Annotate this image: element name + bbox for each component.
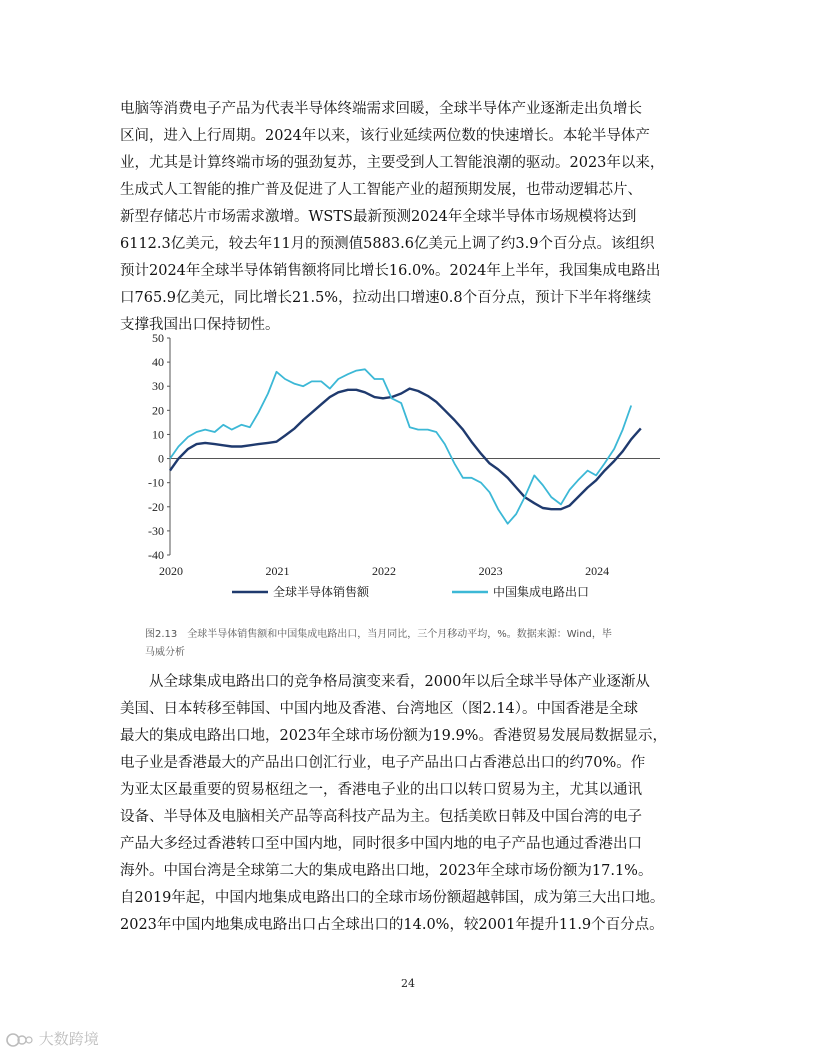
- y-tick-label: 0: [158, 451, 164, 466]
- text-line: 支撑我国出口保持韧性。: [120, 317, 280, 333]
- watermark: [6, 1028, 99, 1049]
- watermark-text: 大数跨境: [38, 1030, 99, 1048]
- text-line: 从全球集成电路出口的竞争格局演变来看，2000年以后全球半导体产业逐渐从: [120, 674, 650, 690]
- figure-caption: [145, 626, 715, 662]
- text-line: 美国、日本转移至韩国、中国内地及香港、台湾地区（图2.14）。中国香港是全球: [120, 701, 639, 717]
- series-line-sales: [170, 389, 641, 510]
- caption-line: 图2.13 全球半导体销售额和中国集成电路出口，当月同比，三个月移动平均，%。数据来源：Wind，毕: [145, 629, 612, 640]
- y-tick-labels: [148, 331, 170, 562]
- legend-label-exports: 中国集成电路出口: [493, 585, 590, 599]
- legend-label-sales: 全球半导体销售额: [273, 585, 370, 599]
- text-line: 区间，进入上行周期。2024年以来，该行业延续两位数的快速增长。本轮半导体产: [120, 128, 650, 144]
- page-number: 24: [401, 977, 415, 990]
- text-line: 自2019年起，中国内地集成电路出口的全球市场份额超越韩国，成为第三大出口地。: [120, 890, 665, 906]
- text-line: 最大的集成电路出口地，2023年全球市场份额为19.9%。香港贸易发展局数据显示，: [120, 728, 667, 744]
- x-tick-label: 2022: [372, 564, 397, 578]
- y-tick-label: -30: [148, 523, 164, 538]
- line-chart: [130, 328, 690, 618]
- caption-line: 马威分析: [145, 647, 185, 658]
- legend: [232, 584, 589, 599]
- body-paragraph-2: [120, 669, 710, 939]
- x-tick-label: 2024: [585, 564, 610, 578]
- text-line: 海外。中国台湾是全球第二大的集成电路出口地，2023年全球市场份额为17.1%。: [120, 863, 653, 879]
- y-tick-label: -10: [148, 475, 164, 490]
- text-line: 业，尤其是计算终端市场的强劲复苏，主要受到人工智能浪潮的驱动。2023年以来，: [120, 155, 665, 171]
- y-tick-label: 30: [152, 379, 164, 394]
- text-line: 2023年中国内地集成电路出口占全球出口的14.0%，较2001年提升11.9个百分点。: [120, 917, 664, 933]
- text-line: 预计2024年全球半导体销售额将同比增长16.0%。2024年上半年，我国集成电路出: [120, 263, 661, 279]
- body-paragraph-1: [120, 96, 710, 339]
- series-lines: [170, 369, 641, 523]
- y-tick-label: 20: [152, 403, 164, 418]
- text-line: 新型存储芯片市场需求激增。WSTS最新预测2024年全球半导体市场规模将达到: [120, 209, 637, 225]
- text-line: 产品大多经过香港转口至中国内地，同时很多中国内地的电子产品也通过香港出口: [120, 836, 642, 852]
- watermark-logo-icon: [6, 1032, 34, 1048]
- x-tick-label: 2020: [159, 564, 183, 578]
- y-tick-label: -20: [148, 499, 164, 514]
- y-tick-label: 10: [152, 427, 164, 442]
- text-line: 设备、半导体及电脑相关产品等高科技产品为主。包括美欧日韩及中国台湾的电子: [120, 809, 642, 825]
- y-tick-label: -40: [148, 548, 164, 562]
- text-line: 生成式人工智能的推广普及促进了人工智能产业的超预期发展，也带动逻辑芯片、: [120, 182, 642, 198]
- y-tick-label: 40: [152, 355, 164, 370]
- x-tick-label: 2023: [478, 564, 503, 578]
- text-line: 为亚太区最重要的贸易枢纽之一，香港电子业的出口以转口贸易为主，尤其以通讯: [120, 782, 642, 798]
- text-line: 电子业是香港最大的产品出口创汇行业，电子产品出口占香港总出口的约70%。作: [120, 755, 646, 771]
- y-tick-label: 50: [152, 331, 164, 345]
- y-axis: [148, 331, 170, 562]
- x-tick-labels: [159, 564, 609, 578]
- x-axis: [159, 459, 660, 578]
- text-line: 口765.9亿美元，同比增长21.5%，拉动出口增速0.8个百分点，预计下半年将继续: [120, 290, 652, 306]
- x-tick-label: 2021: [265, 564, 290, 578]
- text-line: 电脑等消费电子产品为代表半导体终端需求回暖，全球半导体产业逐渐走出负增长: [120, 101, 642, 117]
- text-line: 6112.3亿美元，较去年11月的预测值5883.6亿美元上调了约3.9个百分点。该组织: [120, 236, 655, 252]
